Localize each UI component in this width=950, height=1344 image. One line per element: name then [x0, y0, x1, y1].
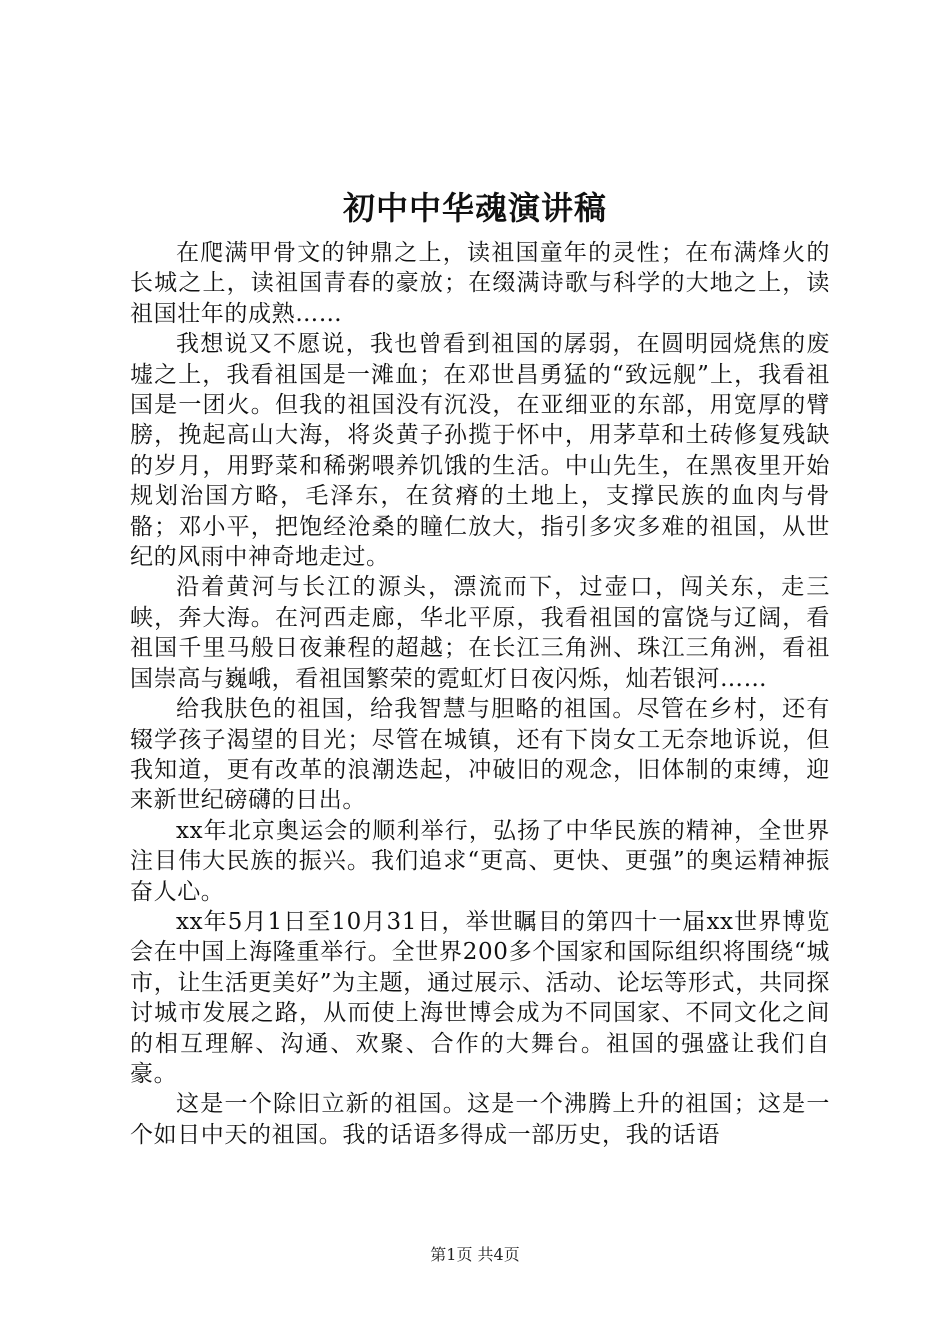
- paragraph: 在爬满甲骨文的钟鼎之上，读祖国童年的灵性；在布满烽火的长城之上，读祖国青春的豪放；在缀满诗歌与科学的大地之上，读祖国壮年的成熟……: [130, 240, 830, 327]
- document-body: [130, 238, 830, 1150]
- paragraph: xx年北京奥运会的顺利举行，弘扬了中华民族的精神，全世界注目伟大民族的振兴。我们追求“更高、更快、更强”的奥运精神振奋人心。: [130, 817, 830, 905]
- paragraph: 我想说又不愿说，我也曾看到祖国的孱弱，在圆明园烧焦的废墟之上，我看祖国是一滩血；在邓世昌勇猛的“致远舰”上，我看祖国是一团火。但我的祖国没有沉没，在亚细亚的东部，用宽厚的臂膀，挽起高山大海，将炎黄子孙揽于怀中，用茅草和土砖修复残缺的岁月，用野菜和稀粥喂养饥饿的生活。中山先生，在黑夜里开始规划治国方略，毛泽东，在贫瘠的土地上，支撑民族的血肉与骨骼；邓小平，把饱经沧桑的瞳仁放大，指引多灾多难的祖国，从世纪的风雨中神奇地走过。: [130, 331, 830, 571]
- paragraph: 给我肤色的祖国，给我智慧与胆略的祖国。尽管在乡村，还有辍学孩子渴望的目光；尽管在城镇，还有下岗女工无奈地诉说，但我知道，更有改革的浪潮迭起，冲破旧的观念，旧体制的束缚，迎来新世纪磅礴的日出。: [130, 696, 830, 814]
- paragraph: 沿着黄河与长江的源头，漂流而下，过壶口，闯关东，走三峡，奔大海。在河西走廊，华北平原，我看祖国的富饶与辽阔，看祖国千里马般日夜兼程的超越；在长江三角洲、珠江三角洲，看祖国崇高与巍峨，看祖国繁荣的霓虹灯日夜闪烁，灿若银河……: [130, 574, 830, 692]
- page-footer: 第1页 共4页: [430, 1245, 520, 1264]
- document-title: 初中中华魂演讲稿: [342, 189, 607, 227]
- paragraph: xx年5月1日至10月31日，举世瞩目的第四十一届xx世界博览会在中国上海隆重举行。全世界200多个国家和国际组织将围绕“城市，让生活更美好”为主题，通过展示、活动、论坛等形式，共同探讨城市发展之路，从而使上海世博会成为不同国家、不同文化之间的相互理解、沟通、欢聚、合作的大舞台。祖国的强盛让我们自豪。: [130, 908, 830, 1087]
- paragraph: 这是一个除旧立新的祖国。这是一个沸腾上升的祖国；这是一个如日中天的祖国。我的话语多得成一部历史，我的话语: [130, 1091, 830, 1148]
